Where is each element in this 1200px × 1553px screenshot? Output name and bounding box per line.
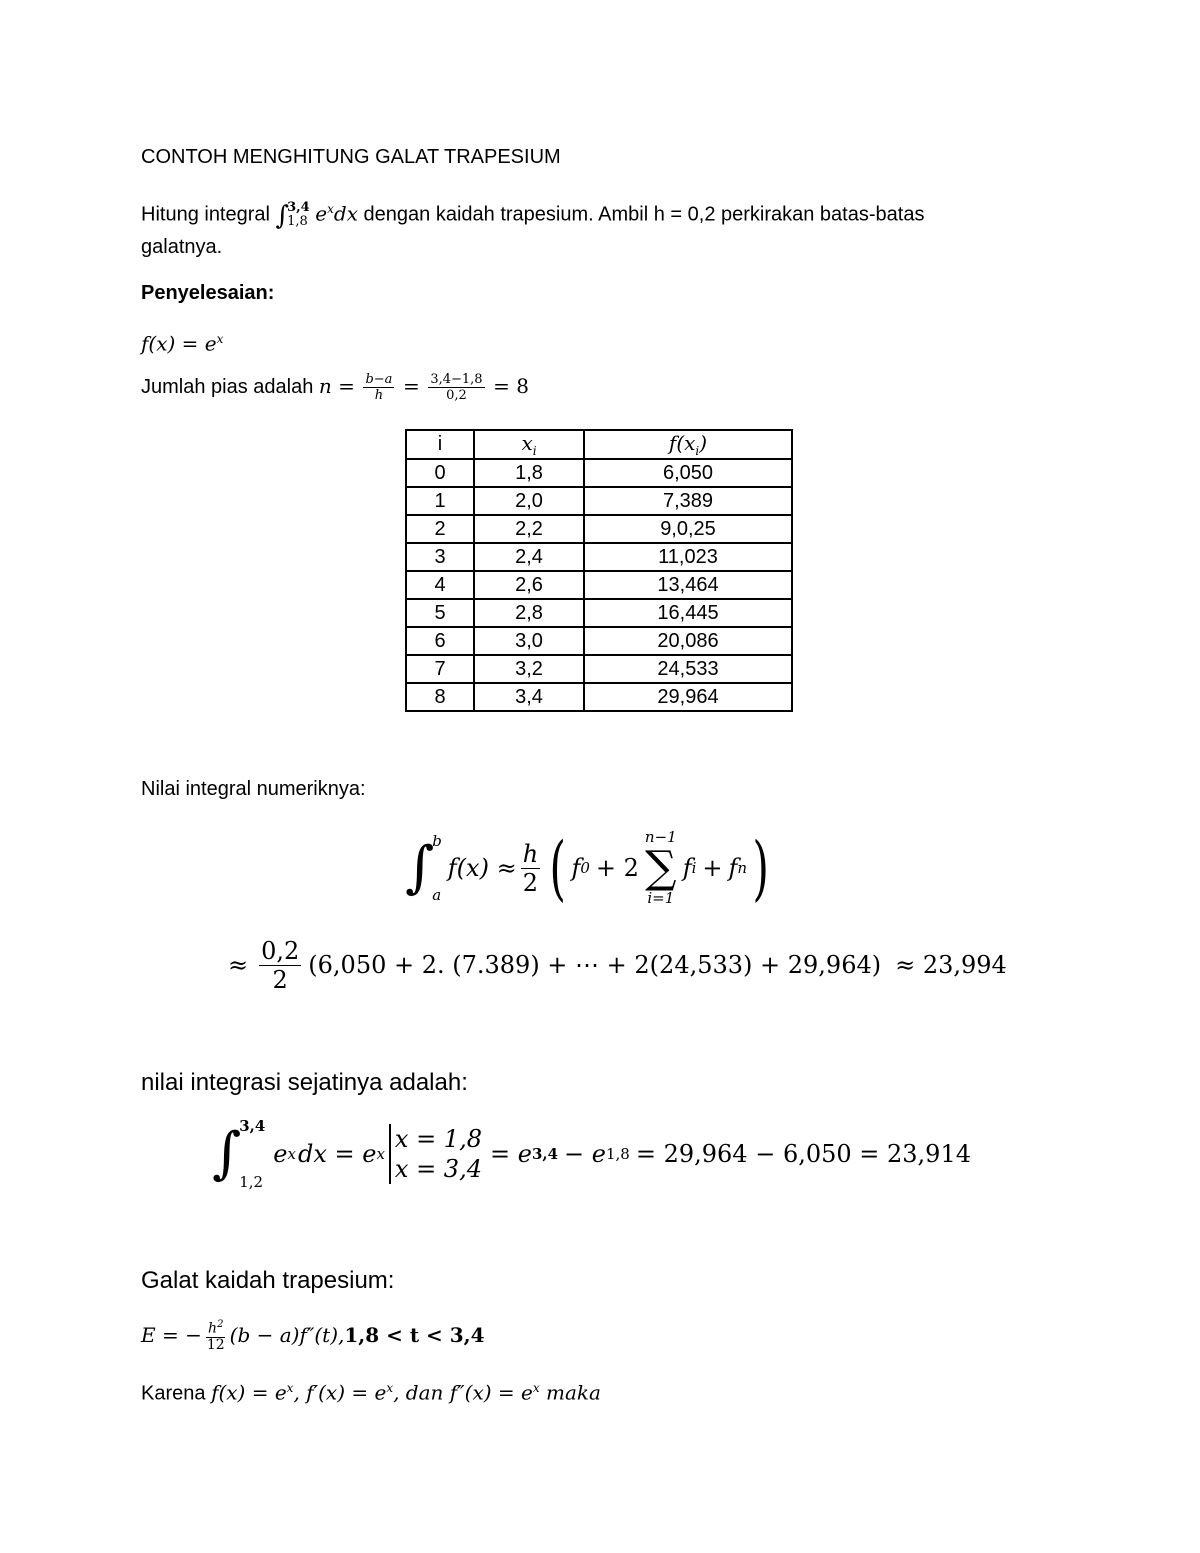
table-row	[406, 655, 792, 683]
pias-frac1-den: h	[374, 388, 384, 403]
table-cell-i: 3	[406, 543, 474, 571]
fx-lhs: f(x) = e	[141, 331, 217, 356]
exact-exp2: x	[376, 1145, 385, 1163]
table-cell-i: 7	[406, 655, 474, 683]
exact-e2: − e	[564, 1140, 606, 1168]
problem-suffix: dengan kaidah trapesium. Ambil h = 0,2 perkirakan batas-batas	[363, 203, 925, 226]
table-row	[406, 627, 792, 655]
table-cell-fx: 7,389	[584, 487, 792, 515]
table-cell-x: 3,0	[474, 627, 584, 655]
karena-mid1: , f′(x) = e	[293, 1380, 387, 1405]
table-cell-x: 1,8	[474, 459, 584, 487]
sigma-icon: ∑	[645, 842, 677, 893]
integral-sign-icon: ∫	[275, 200, 290, 231]
function-definition	[141, 327, 223, 356]
table-cell-x: 2,8	[474, 599, 584, 627]
formula-fi-sub: i	[691, 859, 697, 877]
problem-lower-limit: 1,8	[287, 214, 308, 230]
table-cell-i: 2	[406, 515, 474, 543]
error-range: 1,8 < t < 3,4	[344, 1323, 485, 1347]
pias-line	[141, 372, 529, 403]
pias-frac1-num: b−a	[365, 372, 393, 387]
header-f: f(x	[668, 431, 696, 455]
formula-h: h	[522, 839, 539, 868]
header-f-sub: i	[695, 444, 700, 458]
exact-dx: dx = e	[297, 1140, 377, 1168]
table-cell-fx: 24,533	[584, 655, 792, 683]
galat-label: Galat kaidah trapesium:	[141, 1267, 395, 1294]
exact-label: nilai integrasi sejatinya adalah:	[141, 1069, 468, 1096]
exact-exp: x	[287, 1145, 296, 1163]
data-table	[405, 429, 793, 712]
karena-e2: x	[386, 1381, 394, 1395]
pias-result: = 8	[493, 373, 529, 398]
table-cell-x: 3,4	[474, 683, 584, 711]
table-cell-fx: 13,464	[584, 571, 792, 599]
fx-exp: x	[216, 332, 224, 346]
formula-fx: f(x) ≈	[447, 854, 517, 882]
problem-line2: galatnya.	[141, 236, 223, 258]
page-title: CONTOH MENGHITUNG GALAT TRAPESIUM	[141, 146, 561, 168]
formula-f0-sub: 0	[580, 859, 590, 877]
table-cell-i: 8	[406, 683, 474, 711]
integral-sign-icon: ∫	[405, 835, 435, 900]
problem-integrand-exp: x	[327, 202, 334, 216]
pias-fraction-2	[428, 372, 484, 403]
problem-dx: dx	[333, 201, 358, 226]
table-header-row	[406, 430, 792, 459]
table-cell-i: 5	[406, 599, 474, 627]
karena-math: f(x) = e	[211, 1380, 287, 1405]
table-cell-x: 3,2	[474, 655, 584, 683]
problem-statement	[141, 197, 924, 229]
table-row	[406, 543, 792, 571]
table-row	[406, 571, 792, 599]
exact-bound1: x = 1,8	[394, 1125, 482, 1153]
approx-symbol: ≈	[228, 951, 249, 979]
karena-label: Karena	[141, 1382, 206, 1405]
approx-num: 0,2	[261, 936, 300, 965]
table-cell-fx: 11,023	[584, 543, 792, 571]
sum-lower: i=1	[647, 889, 675, 907]
header-x: x	[521, 431, 533, 455]
pias-fraction-1	[363, 372, 394, 403]
table-header-i: i	[406, 430, 474, 459]
table-cell-fx: 16,445	[584, 599, 792, 627]
approximation-line	[228, 930, 1007, 1000]
approx-body: (6,050 + 2. (7.389) + ⋯ + 2(24,533) + 29,964)	[308, 951, 882, 979]
formula-plus: +	[702, 854, 723, 882]
formula-fn: f	[728, 854, 738, 882]
approx-result: ≈ 23,994	[895, 951, 1007, 979]
exact-e1: = e	[489, 1140, 532, 1168]
error-den: 12	[206, 1336, 225, 1353]
table-header-xi	[474, 430, 584, 459]
karena-line	[141, 1376, 601, 1406]
problem-prefix: Hitung integral	[141, 203, 270, 226]
table-cell-fx: 9,0,25	[584, 515, 792, 543]
sum-upper: n−1	[644, 828, 677, 846]
exact-e2-exp: 1,8	[606, 1145, 630, 1163]
error-num: h	[208, 1320, 218, 1337]
trapezoid-formula	[405, 818, 774, 918]
error-rest: (b − a)f″(t),	[229, 1323, 345, 1347]
approx-den: 2	[272, 965, 288, 994]
error-formula	[141, 1312, 485, 1358]
exact-result: = 29,964 − 6,050 = 23,914	[635, 1140, 971, 1168]
pias-frac2-num: 3,4−1,8	[430, 372, 483, 387]
error-num-exp: 2	[217, 1319, 224, 1331]
formula-upper: b	[432, 832, 442, 850]
numeric-label: Nilai integral numeriknya:	[141, 778, 366, 800]
right-paren-icon: )	[752, 827, 769, 909]
table-row	[406, 683, 792, 711]
pias-prefix: Jumlah pias adalah	[141, 375, 314, 398]
table-cell-i: 1	[406, 487, 474, 515]
exact-upper: 3,4	[239, 1117, 266, 1135]
error-lhs: E = −	[141, 1323, 202, 1347]
table-cell-i: 0	[406, 459, 474, 487]
table-cell-x: 2,4	[474, 543, 584, 571]
exact-bound2: x = 3,4	[394, 1155, 482, 1183]
table-cell-x: 2,0	[474, 487, 584, 515]
table-cell-i: 6	[406, 627, 474, 655]
formula-f0: f	[571, 854, 581, 882]
formula-two: 2	[522, 868, 539, 897]
table-cell-fx: 6,050	[584, 459, 792, 487]
formula-plus2: + 2	[595, 854, 639, 882]
karena-end: maka	[539, 1380, 601, 1405]
pias-eq: =	[403, 373, 420, 398]
table-row	[406, 487, 792, 515]
formula-fn-sub: n	[737, 859, 748, 877]
table-cell-x: 2,2	[474, 515, 584, 543]
pias-frac2-den: 0,2	[446, 388, 467, 403]
pias-n: n =	[318, 373, 355, 398]
karena-e3: x	[532, 1381, 540, 1395]
table-header-fxi: $f(x_i)$	[584, 430, 792, 459]
karena-mid2: , dan f″(x) = e	[393, 1380, 533, 1405]
table-cell-i: 4	[406, 571, 474, 599]
left-paren-icon: (	[549, 827, 567, 909]
exact-integral	[212, 1112, 971, 1196]
table-row	[406, 515, 792, 543]
formula-fi: f	[682, 854, 692, 882]
exact-integrand: e	[273, 1140, 288, 1168]
table-row	[406, 459, 792, 487]
table-row	[406, 599, 792, 627]
table-cell-fx: 29,964	[584, 683, 792, 711]
table-cell-x: 2,6	[474, 571, 584, 599]
exact-e1-exp: 3,4	[531, 1145, 559, 1163]
exact-lower: 1,2	[239, 1173, 264, 1191]
problem-upper-limit: 3,4	[287, 200, 310, 216]
header-x-sub: i	[532, 444, 537, 458]
integral-sign-icon: ∫	[212, 1121, 242, 1186]
problem-integrand: e	[315, 201, 328, 226]
table-cell-fx: 20,086	[584, 627, 792, 655]
karena-e1: x	[286, 1381, 294, 1395]
formula-lower: a	[432, 886, 442, 904]
solution-label: Penyelesaian:	[141, 282, 275, 304]
